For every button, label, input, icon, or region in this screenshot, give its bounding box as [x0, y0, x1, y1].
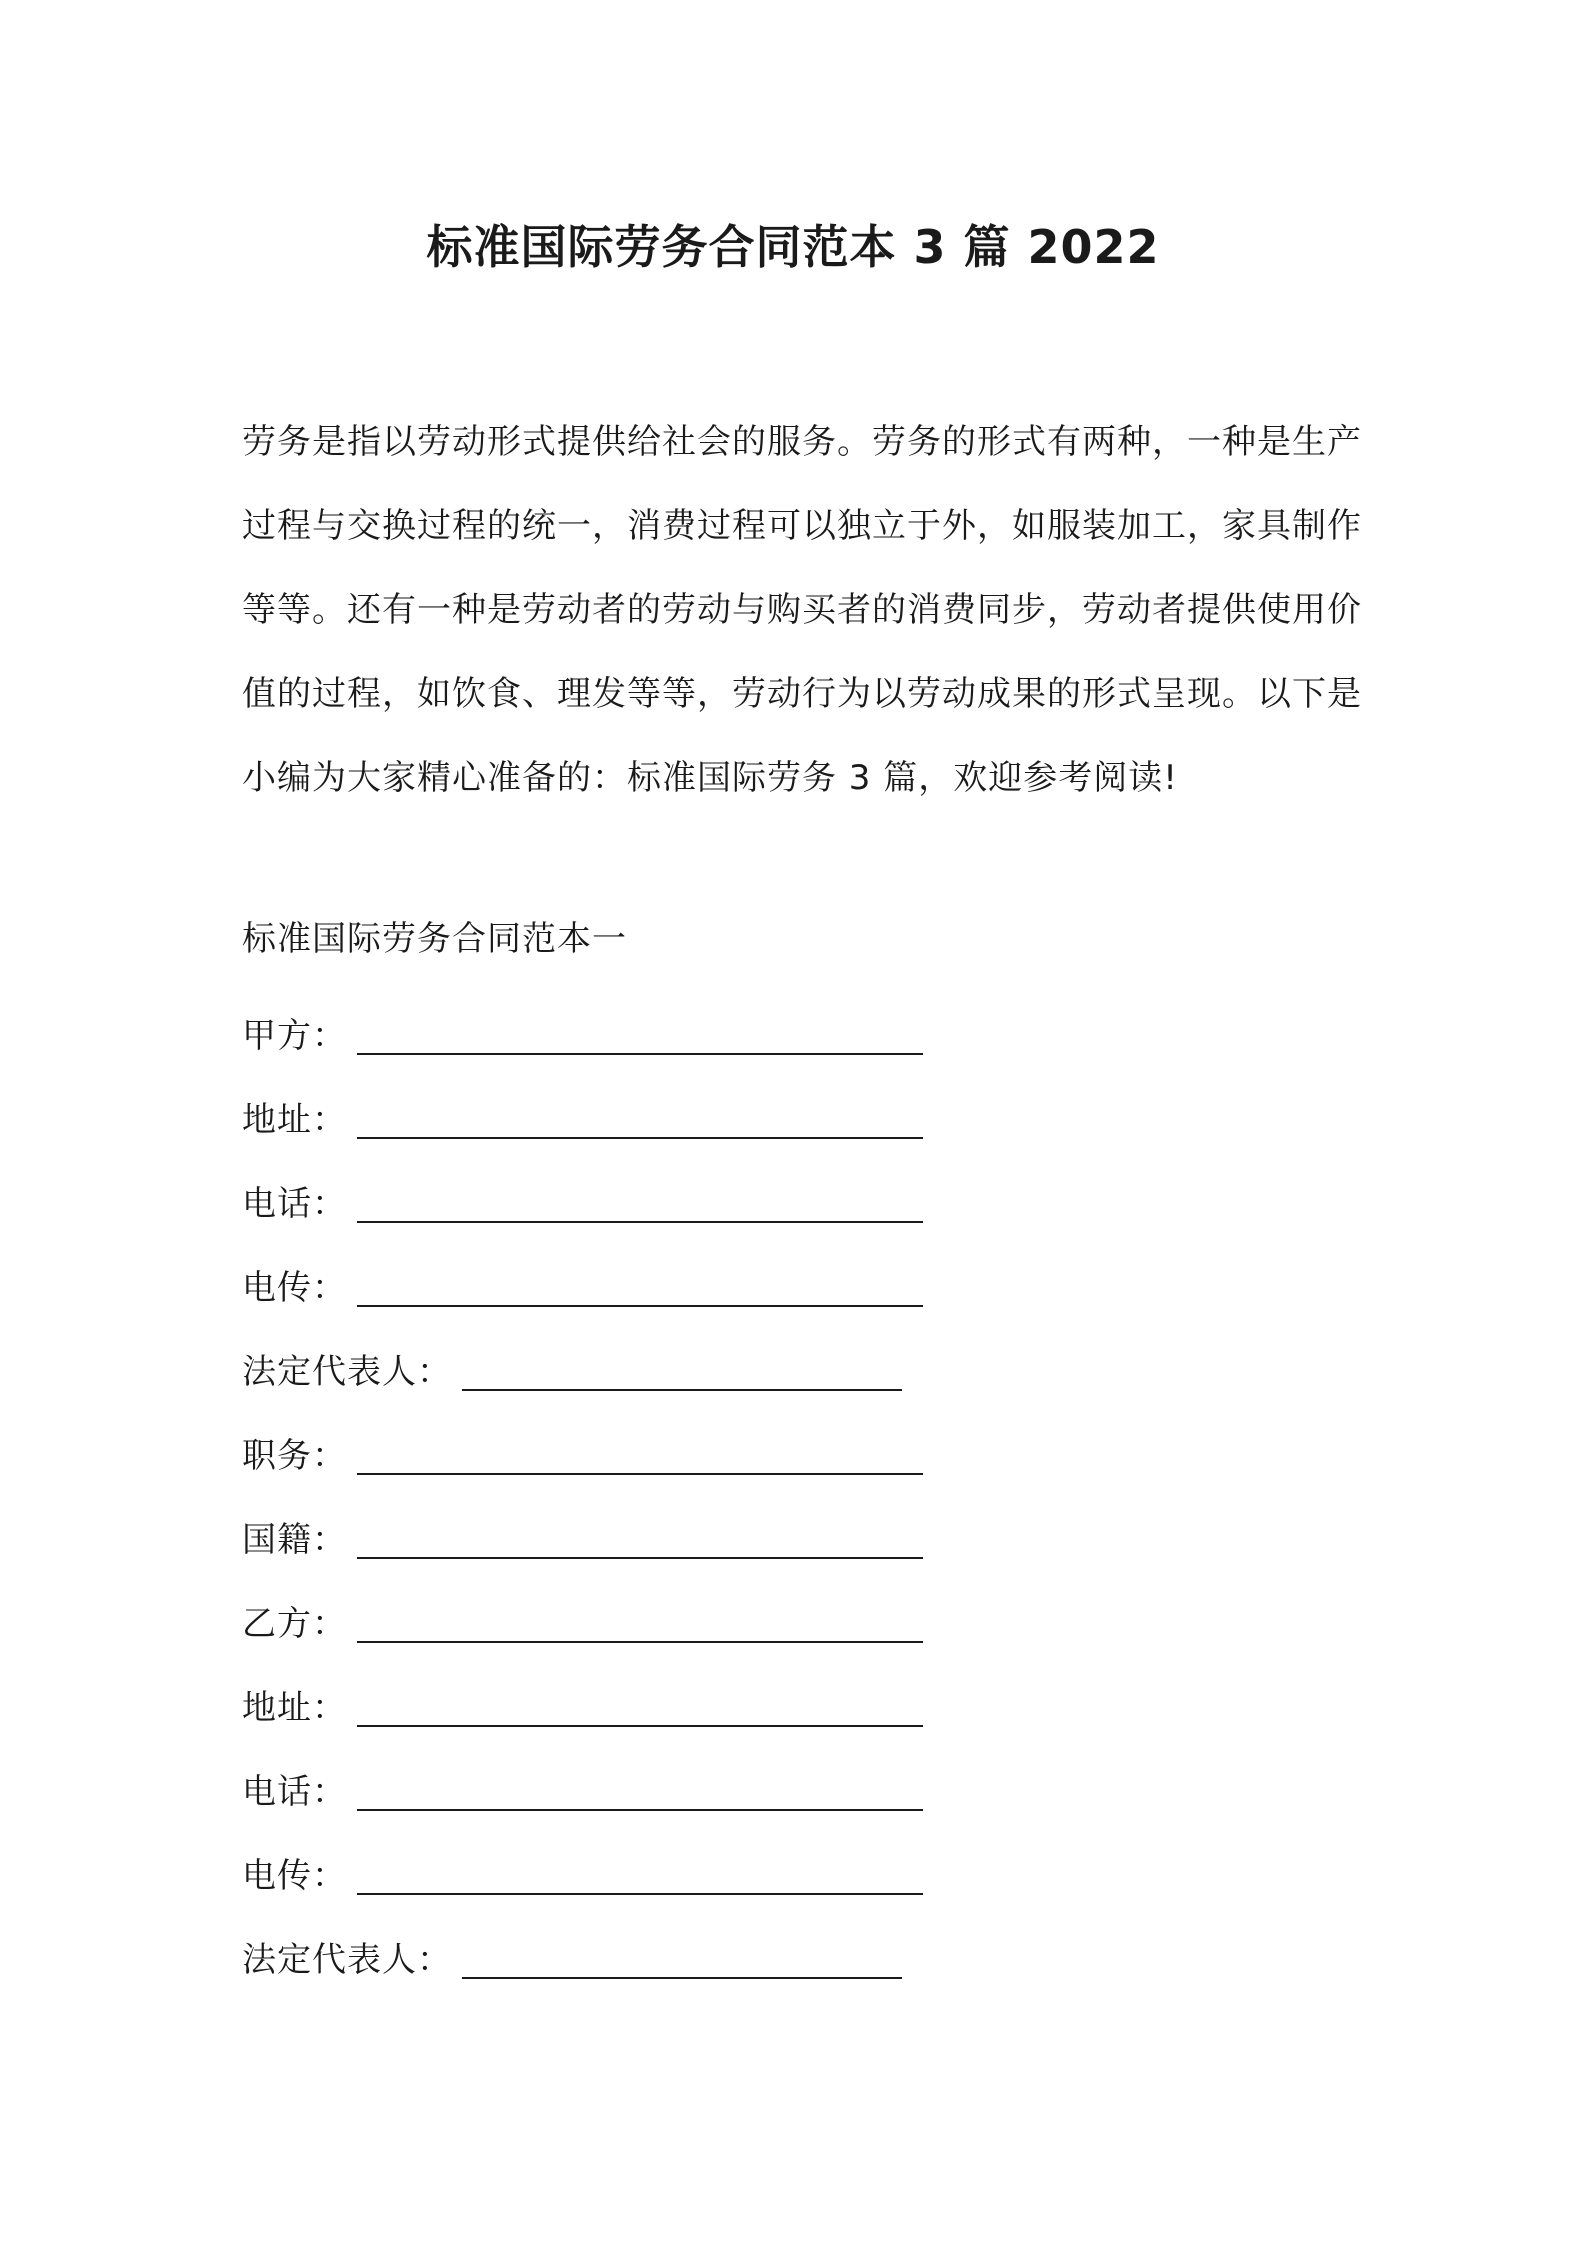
blank-line — [357, 1681, 923, 1727]
field-row-telex — [242, 1242, 1362, 1326]
field-label: 电传： — [242, 1267, 347, 1308]
field-row-telex-b — [242, 1830, 1362, 1914]
field-row-address — [242, 1074, 1362, 1158]
intro-paragraph: 劳务是指以劳动形式提供给社会的服务。劳务的形式有两种，一种是生产过程与交换过程的统一，消费过程可以独立于外，如服装加工，家具制作等等。还有一种是劳动者的劳动与购买者的消费同步，劳动者提供使用价值的过程，如饮食、理发等等，劳动行为以劳动成果的形式呈现。以下是小编为大家精心准备的：标准国际劳务 3 篇，欢迎参考阅读! — [242, 422, 1362, 798]
field-row-address-b — [242, 1662, 1362, 1746]
field-label: 地址： — [242, 1687, 347, 1728]
field-label: 国籍： — [242, 1519, 347, 1560]
blank-line — [357, 1849, 923, 1895]
blank-line — [357, 1009, 923, 1055]
field-label: 电话： — [242, 1183, 347, 1224]
field-row-party-b — [242, 1578, 1362, 1662]
field-row-phone — [242, 1158, 1362, 1242]
field-label: 电话： — [242, 1771, 347, 1812]
field-row-party-a — [242, 990, 1362, 1074]
field-label: 甲方： — [242, 1015, 347, 1056]
blank-line — [462, 1933, 902, 1979]
blank-line — [462, 1345, 902, 1391]
blank-line — [357, 1261, 923, 1307]
field-label: 法定代表人： — [242, 1351, 452, 1392]
document-title: 标准国际劳务合同范本 3 篇 2022 — [426, 220, 1160, 274]
contract-fields — [242, 990, 1362, 1998]
blank-line — [357, 1765, 923, 1811]
section-heading: 标准国际劳务合同范本一 — [242, 919, 627, 959]
blank-line — [357, 1093, 923, 1139]
blank-line — [357, 1177, 923, 1223]
blank-line — [357, 1597, 923, 1643]
blank-line — [357, 1513, 923, 1559]
field-label: 电传： — [242, 1855, 347, 1896]
blank-line — [357, 1429, 923, 1475]
field-label: 乙方： — [242, 1603, 347, 1644]
field-row-nationality — [242, 1494, 1362, 1578]
field-label: 法定代表人： — [242, 1939, 452, 1980]
field-label: 职务： — [242, 1435, 347, 1476]
field-row-position — [242, 1410, 1362, 1494]
field-row-legal-rep-b — [242, 1914, 1362, 1998]
field-row-legal-rep — [242, 1326, 1362, 1410]
field-label: 地址： — [242, 1099, 347, 1140]
field-row-phone-b — [242, 1746, 1362, 1830]
